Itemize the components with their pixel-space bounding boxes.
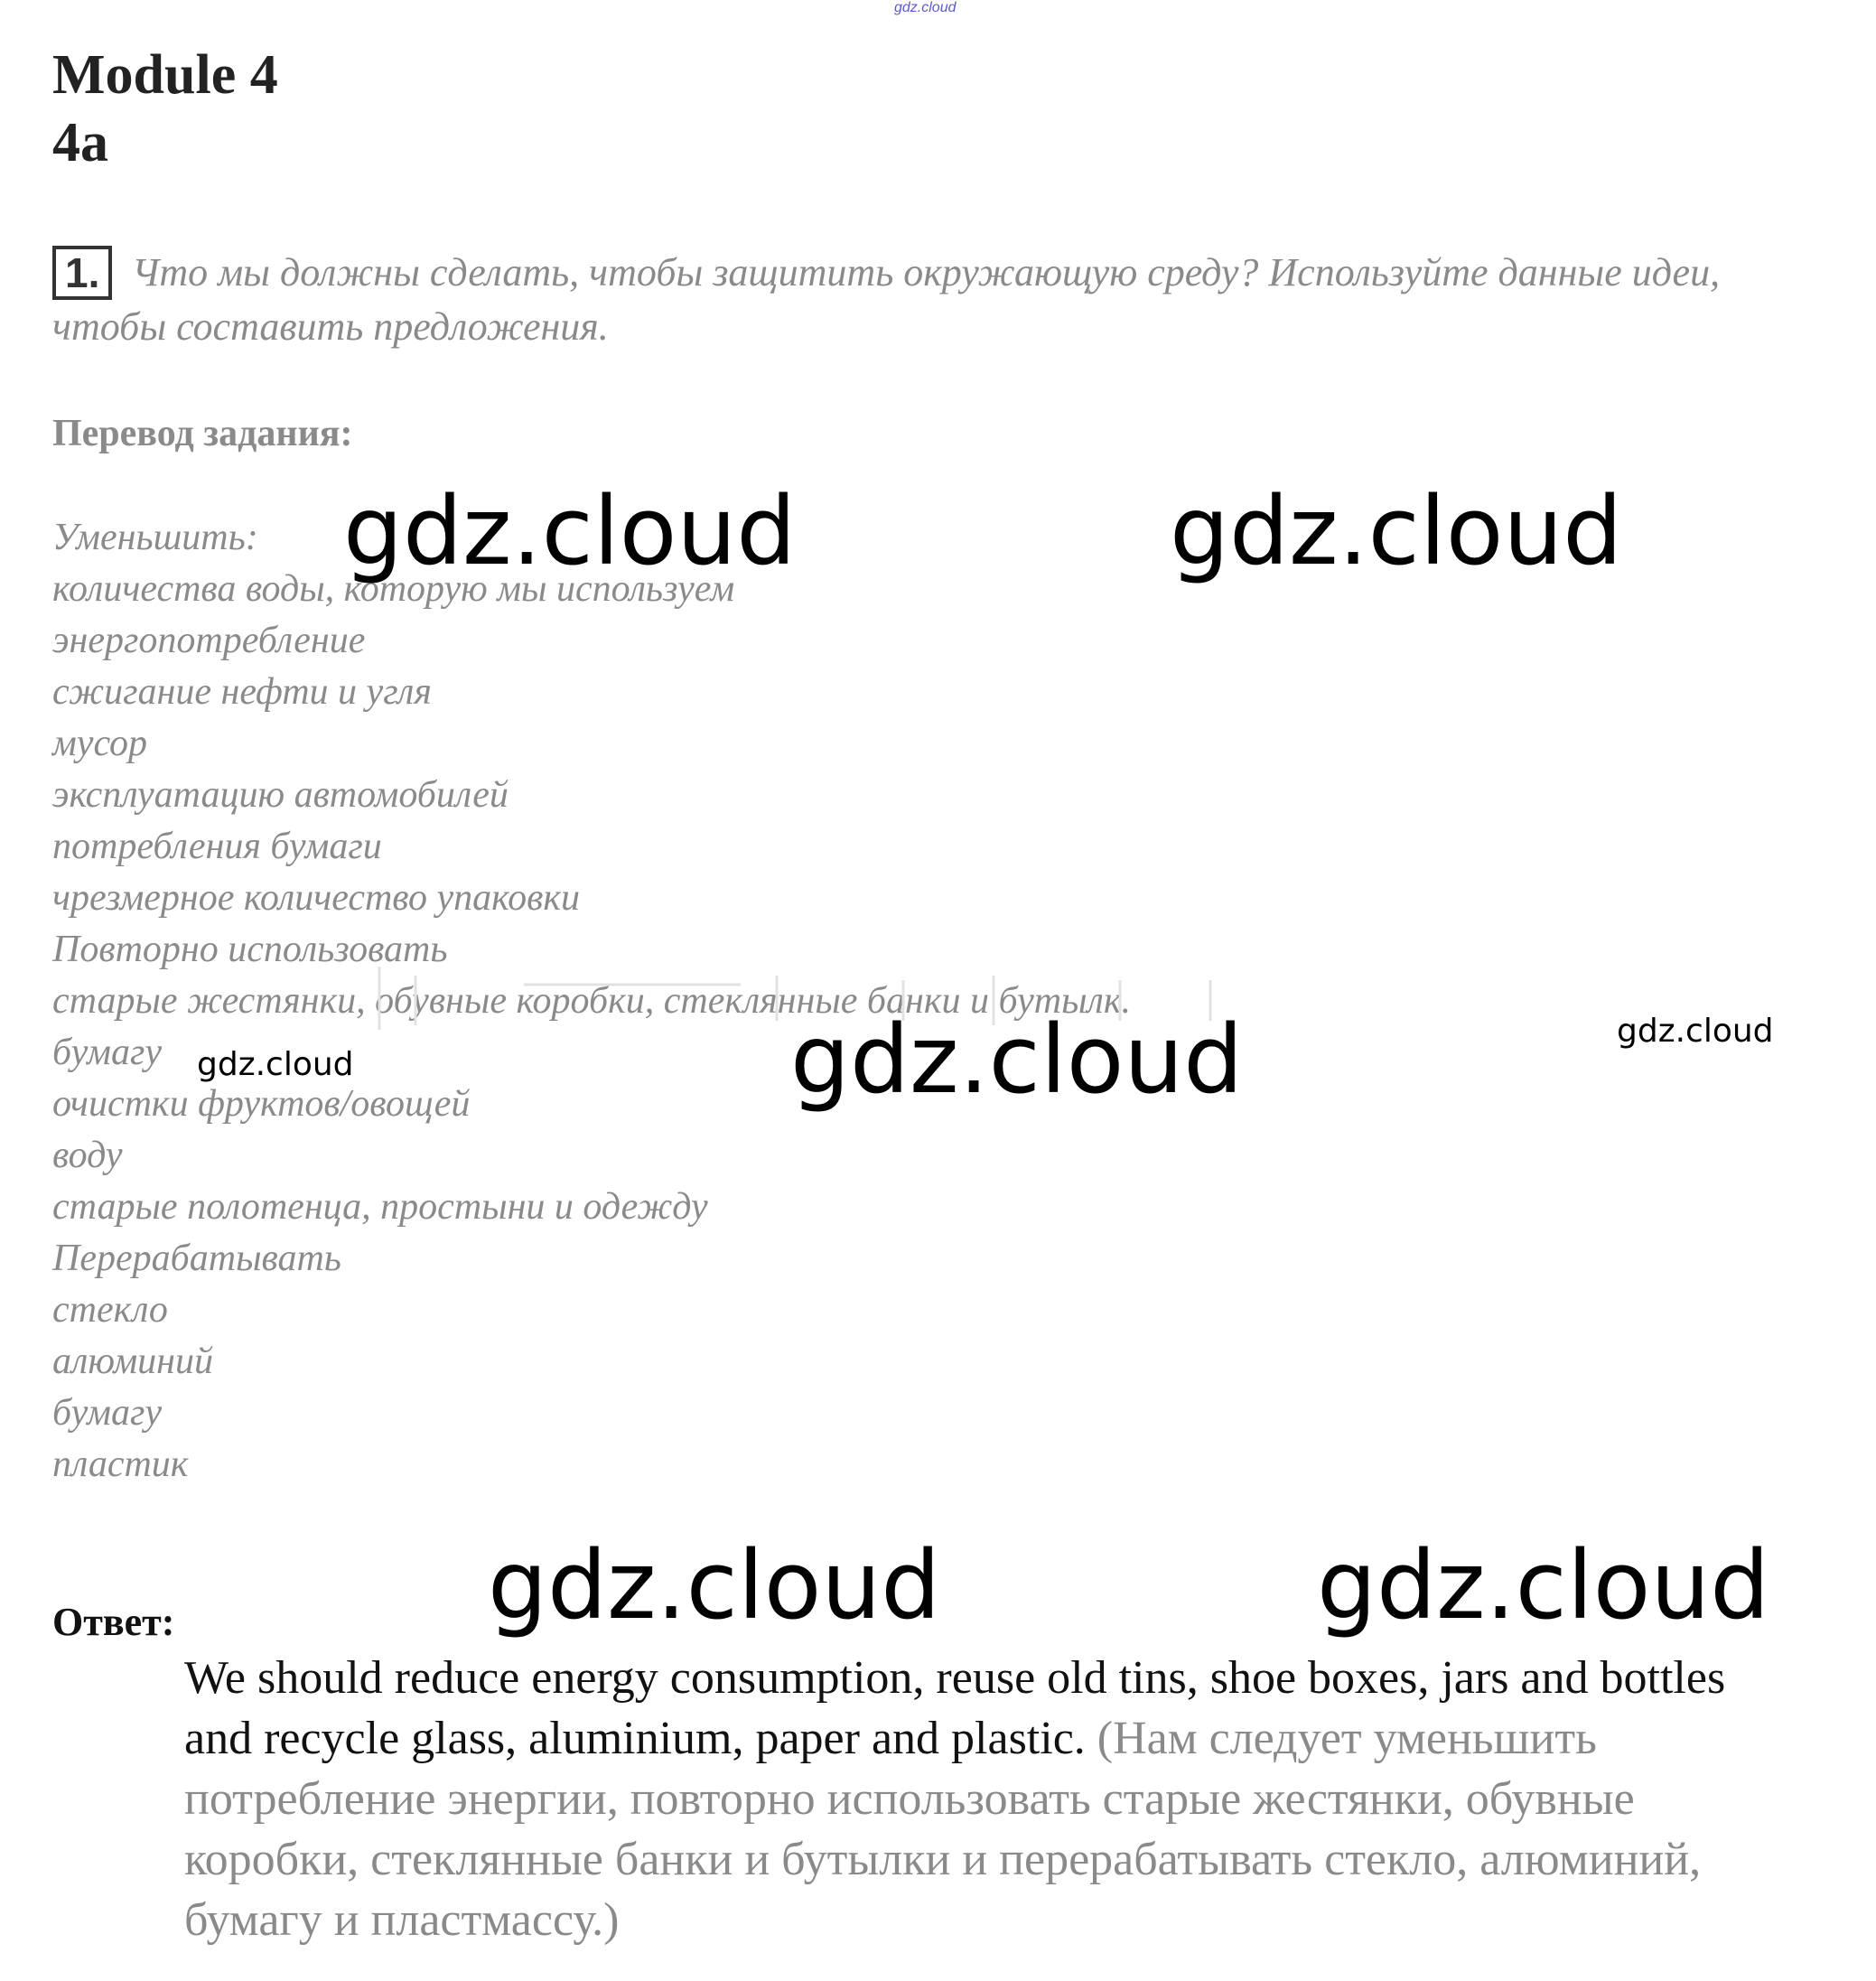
- task-block: [52, 246, 1732, 354]
- task-instruction: Что мы должны сделать, чтобы защитить окружающую среду? Используйте данные идеи, чтобы составить предложения.: [52, 250, 1721, 349]
- answer-russian: (Нам следует уменьшить потребление энергии, повторно использовать старые жестянки, обувные коробки, стеклянные банки и бутылки и перерабатывать стекло, алюминий, бумагу и пластмассу.): [184, 1713, 1702, 1946]
- watermark-top: gdz.cloud: [894, 0, 957, 15]
- list-item: воду: [52, 1135, 123, 1176]
- watermark-2: gdz.cloud: [1170, 476, 1623, 586]
- list-item: сжигание нефти и угля: [52, 671, 432, 713]
- list-item: бумагу: [52, 1392, 162, 1434]
- list-item: старые жестянки, обувные коробки, стеклянные банки и бутылк.: [52, 980, 1131, 1022]
- answer-english: We should reduce energy consumption, reuse old tins, shoe boxes, jars and bottles and recycle glass, aluminium, paper and plastic.: [184, 1652, 1726, 1764]
- list-item: бумагу: [52, 1032, 162, 1073]
- watermark-4: gdz.cloud: [197, 1046, 354, 1083]
- list-item: Уменьшить:: [52, 517, 258, 558]
- list-item: потребления бумаги: [52, 826, 382, 867]
- watermark-3: gdz.cloud: [790, 1005, 1244, 1115]
- list-item: алюминий: [52, 1341, 213, 1382]
- watermark-7: gdz.cloud: [1317, 1530, 1770, 1640]
- list-item: чрезмерное количество упаковки: [52, 877, 581, 919]
- list-item: Перерабатывать: [52, 1238, 341, 1279]
- list-item: количества воды, которую мы используем: [52, 568, 735, 610]
- answer-label: Ответ:: [52, 1600, 175, 1644]
- watermark-6: gdz.cloud: [488, 1530, 941, 1640]
- list-item: энергопотребление: [52, 620, 366, 661]
- watermark-5: gdz.cloud: [1617, 1013, 1774, 1050]
- list-item: эксплуатацию автомобилей: [52, 774, 509, 816]
- list-item: Повторно использовать: [52, 929, 448, 970]
- list-item: очистки фруктов/овощей: [52, 1083, 471, 1125]
- watermark-1: gdz.cloud: [343, 476, 797, 586]
- list-item: пластик: [52, 1444, 189, 1485]
- answer-text: [184, 1648, 1774, 1950]
- lesson-title: 4a: [52, 112, 108, 173]
- list-item: мусор: [52, 723, 148, 764]
- module-title: Module 4: [52, 44, 278, 106]
- task-number-box: 1.: [52, 246, 112, 300]
- translation-label: Перевод задания:: [52, 413, 353, 454]
- list-item: старые полотенца, простыни и одежду: [52, 1186, 708, 1228]
- list-item: стекло: [52, 1289, 168, 1331]
